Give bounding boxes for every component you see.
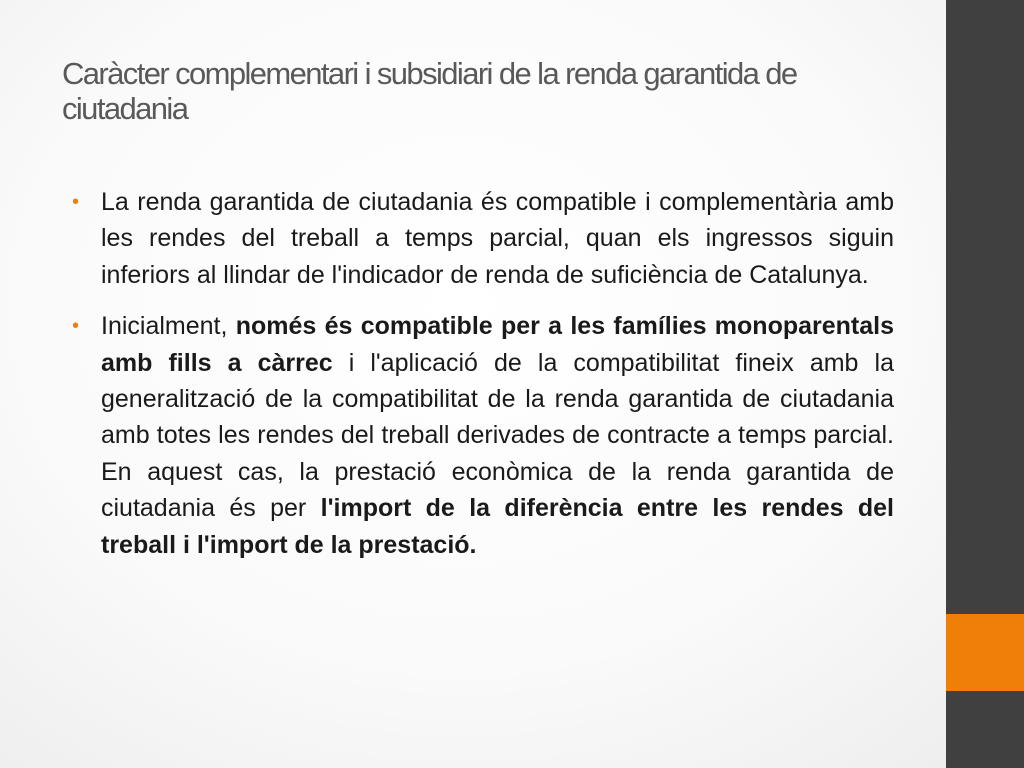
sidebar-accent-block — [946, 614, 1024, 691]
bullet-icon: • — [72, 191, 80, 213]
bullet-bold-text: només és compatible per a les famílies monoparentals amb fills a càrrec — [101, 312, 894, 377]
bullet-text: La renda garantida de ciutadania és compatible i complementària amb les rendes del treball a temps parcial, quan els ingressos siguin inferiors al llindar de l'indicador de renda de suficiència de Catalunya. — [101, 188, 894, 289]
bullet-item — [72, 184, 894, 293]
theme-sidebar — [946, 0, 1024, 768]
bullet-bold-text: l'import de la diferència entre les rendes del treball i l'import de la prestació. — [101, 494, 894, 559]
slide-content — [72, 184, 894, 578]
bullet-item — [72, 308, 894, 563]
slide-title: Caràcter complementari i subsidiari de la renda garantida de ciutadania — [62, 56, 797, 126]
bullet-icon: • — [72, 315, 80, 338]
bullet-text: i l'aplicació de la compatibilitat fineix amb la generalització de la compatibilitat de la renda garantida de ciutadania amb totes les rendes del treball derivades de contracte a temps parcial. En aquest cas, la prestació econòmica de la renda garantida de ciutadania és per — [101, 348, 894, 523]
bullet-text: Inicialment, — [101, 312, 236, 341]
